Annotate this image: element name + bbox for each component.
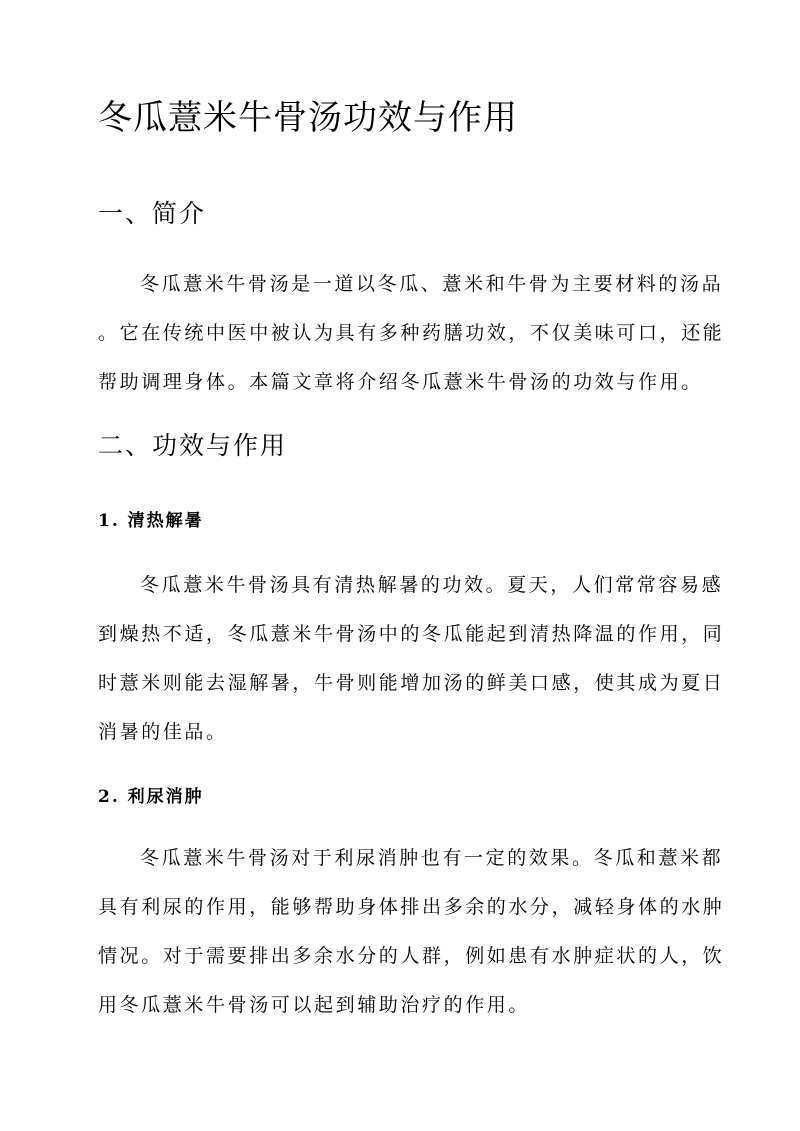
- paragraph-line: 冬瓜薏米牛骨汤对于利尿消肿也有一定的效果。冬瓜和薏米都: [140, 847, 724, 869]
- paragraph-line: 冬瓜薏米牛骨汤是一道以冬瓜、薏米和牛骨为主要材料的汤品: [140, 273, 724, 295]
- paragraph-line: 消暑的佳品。: [98, 721, 228, 743]
- subsection-heading-heat: 1. 清热解暑: [98, 511, 204, 531]
- section-heading-intro: 一、简介: [98, 199, 207, 228]
- paragraph-line: 用冬瓜薏米牛骨汤可以起到辅助治疗的作用。: [98, 994, 531, 1016]
- intro-paragraph: [98, 260, 725, 407]
- paragraph-line: 到燥热不适，冬瓜薏米牛骨汤中的冬瓜能起到清热降温的作用，同: [98, 623, 725, 645]
- paragraph-line: 情况。对于需要排出多余水分的人群，例如患有水肿症状的人，饮: [98, 945, 725, 967]
- document-title: 冬瓜薏米牛骨汤功效与作用: [98, 98, 518, 138]
- diuretic-paragraph: [98, 834, 725, 1030]
- paragraph-line: 帮助调理身体。本篇文章将介绍冬瓜薏米牛骨汤的功效与作用。: [98, 371, 703, 393]
- paragraph-line: 具有利尿的作用，能够帮助身体排出多余的水分，减轻身体的水肿: [98, 896, 725, 918]
- paragraph-line: 冬瓜薏米牛骨汤具有清热解暑的功效。夏天，人们常常容易感: [140, 574, 724, 596]
- paragraph-line: 时薏米则能去湿解暑，牛骨则能增加汤的鲜美口感，使其成为夏日: [98, 672, 725, 694]
- subsection-heading-diuretic: 2. 利尿消肿: [98, 787, 204, 807]
- heat-paragraph: [98, 561, 725, 757]
- section-heading-effects: 二、功效与作用: [98, 431, 288, 460]
- paragraph-line: 。它在传统中医中被认为具有多种药膳功效，不仅美味可口，还能: [98, 322, 725, 344]
